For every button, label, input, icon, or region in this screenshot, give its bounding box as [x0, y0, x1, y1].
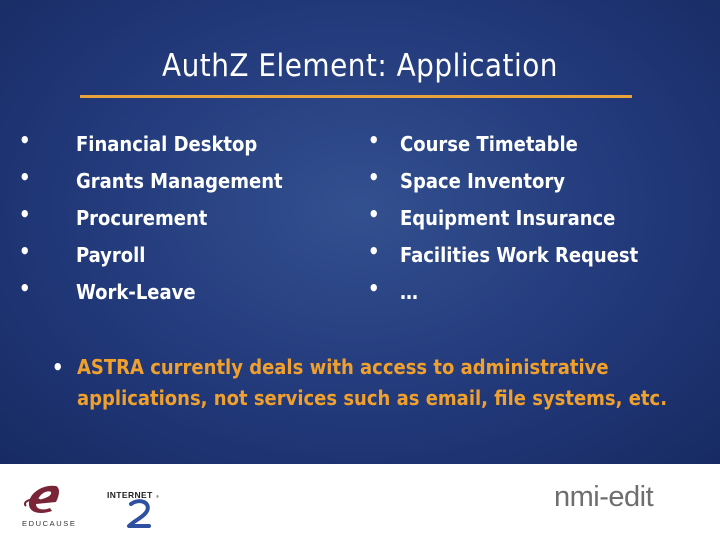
bullet-icon: • [19, 128, 31, 152]
internet2-wordmark: INTERNET [107, 490, 153, 500]
bullet-icon: • [19, 276, 31, 300]
bullet-icon: • [368, 239, 380, 263]
educause-wordmark: EDUCAUSE [22, 519, 77, 528]
bullet-icon: • [19, 202, 31, 226]
bullet-icon: • [19, 239, 31, 263]
educause-logo [20, 480, 90, 528]
internet2-logo [105, 484, 167, 530]
title-underline [80, 95, 632, 98]
bullet-icon: • [368, 128, 380, 152]
astra-note [52, 352, 692, 414]
note-text: ASTRA currently deals with access to administrative applications, not services such as email, file systems, etc. [77, 355, 668, 410]
nmi-edit-logo: nmi-edit [554, 481, 654, 513]
trademark-mark: ® [156, 494, 159, 499]
bullet-icon: • [52, 355, 64, 379]
bullet-icon: • [19, 165, 31, 189]
bullet-icon: • [368, 276, 380, 300]
slide-title: AuthZ Element: Application [162, 48, 558, 84]
bullet-icon: • [368, 202, 380, 226]
bullet-icon: • [368, 165, 380, 189]
